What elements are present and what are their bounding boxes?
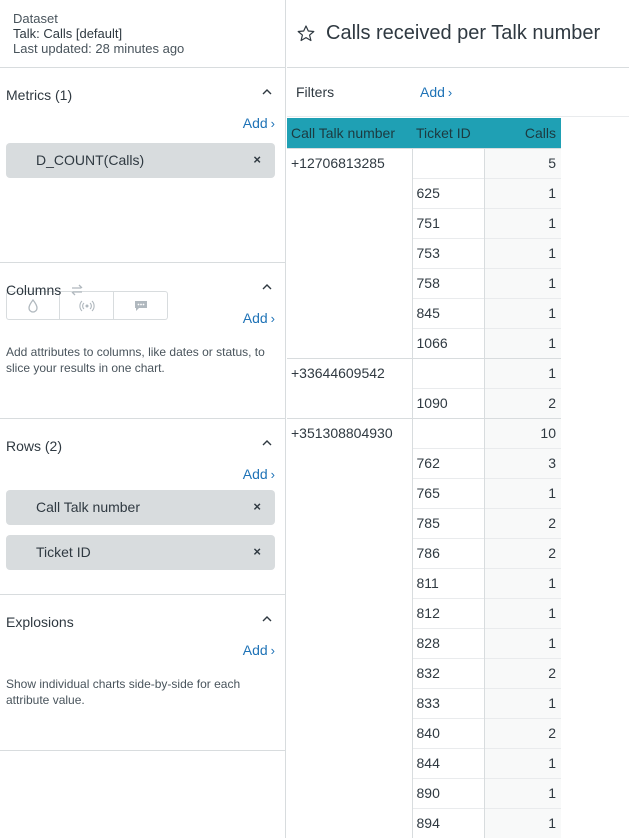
dataset-updated: Last updated: 28 minutes ago (13, 41, 185, 56)
table-row (287, 328, 561, 358)
rows-title: Rows (2) (6, 438, 63, 454)
row-number-cell (287, 718, 412, 748)
metric-pill-label: D_COUNT(Calls) (36, 152, 145, 168)
column-header-ticket-id[interactable]: Ticket ID (412, 118, 484, 148)
table-row (287, 538, 561, 568)
chevron-right-icon: › (270, 643, 275, 658)
row-calls-cell: 1 (484, 358, 561, 388)
table-row (287, 808, 561, 838)
table-row (287, 748, 561, 778)
row-calls-cell: 1 (484, 298, 561, 328)
table-row (287, 478, 561, 508)
row-calls-cell: 2 (484, 388, 561, 418)
table-row (287, 298, 561, 328)
columns-section (0, 263, 285, 419)
filters-bar (287, 68, 629, 117)
row-calls-cell: 3 (484, 448, 561, 478)
table-row (287, 208, 561, 238)
row-ticket-cell: 758 (412, 268, 484, 298)
dataset-info (0, 0, 285, 68)
row-ticket-cell: 894 (412, 808, 484, 838)
explosions-hint: Show individual charts side-by-side for each attribute value. (6, 677, 241, 707)
row-calls-cell: 1 (484, 568, 561, 598)
row-calls-cell: 1 (484, 328, 561, 358)
row-number-cell (287, 448, 412, 478)
table-row (287, 388, 561, 418)
explosions-add-label: Add (242, 642, 268, 658)
row-ticket-cell: 840 (412, 718, 484, 748)
remove-icon[interactable]: × (253, 499, 261, 514)
table-row (287, 178, 561, 208)
row-calls-cell: 1 (484, 238, 561, 268)
row-number-cell (287, 508, 412, 538)
table-row (287, 628, 561, 658)
chevron-up-icon[interactable] (261, 437, 273, 449)
table-body (287, 148, 561, 838)
table-row (287, 598, 561, 628)
columns-title-label: Columns (6, 282, 62, 298)
table-row (287, 238, 561, 268)
chevron-right-icon: › (270, 467, 275, 482)
row-number-cell (287, 178, 412, 208)
row-ticket-cell: 765 (412, 478, 484, 508)
row-ticket-cell: 832 (412, 658, 484, 688)
table-row (287, 688, 561, 718)
row-calls-cell: 1 (484, 748, 561, 778)
metrics-section (0, 68, 285, 263)
row-number-cell: +12706813285 (287, 148, 412, 178)
row-number-cell (287, 208, 412, 238)
row-calls-cell: 2 (484, 718, 561, 748)
row-ticket-cell: 751 (412, 208, 484, 238)
row-number-cell (287, 808, 412, 838)
table-row (287, 448, 561, 478)
row-calls-cell: 1 (484, 268, 561, 298)
table-row (287, 418, 561, 448)
row-calls-cell: 1 (484, 178, 561, 208)
rows-section (0, 419, 285, 595)
dataset-label: Dataset (13, 11, 58, 26)
row-calls-cell: 1 (484, 208, 561, 238)
row-pill-ticket-id[interactable] (6, 535, 275, 570)
star-icon[interactable] (297, 25, 315, 47)
row-number-cell (287, 658, 412, 688)
row-number-cell (287, 388, 412, 418)
row-calls-cell: 1 (484, 778, 561, 808)
row-calls-cell: 10 (484, 418, 561, 448)
row-calls-cell: 2 (484, 538, 561, 568)
row-number-cell: +351308804930 (287, 418, 412, 448)
metrics-add-label: Add (242, 115, 268, 131)
chevron-up-icon[interactable] (261, 613, 273, 625)
row-ticket-cell (412, 358, 484, 388)
dataset-name[interactable]: Talk: Calls [default] (13, 26, 123, 41)
chevron-right-icon: › (270, 116, 275, 131)
row-number-cell (287, 598, 412, 628)
row-number-cell (287, 568, 412, 598)
filters-add-label: Add (420, 84, 445, 100)
row-ticket-cell: 845 (412, 298, 484, 328)
table-row (287, 508, 561, 538)
row-ticket-cell: 625 (412, 178, 484, 208)
rows-add-button[interactable] (243, 466, 275, 482)
explosions-section (0, 595, 285, 751)
row-number-cell (287, 688, 412, 718)
row-ticket-cell: 890 (412, 778, 484, 808)
row-number-cell: +33644609542 (287, 358, 412, 388)
report-scroll-area[interactable] (287, 0, 629, 838)
remove-icon[interactable]: × (253, 544, 261, 559)
row-calls-cell: 1 (484, 598, 561, 628)
remove-icon[interactable]: × (253, 152, 261, 167)
row-ticket-cell: 844 (412, 748, 484, 778)
table-row (287, 568, 561, 598)
explosions-add-button[interactable] (243, 642, 275, 658)
explosions-title: Explosions (6, 614, 74, 630)
row-pill-call-talk-number[interactable] (6, 490, 275, 525)
chevron-up-icon[interactable] (261, 86, 273, 98)
row-pill-label: Call Talk number (36, 499, 141, 515)
chevron-up-icon[interactable] (261, 281, 273, 293)
row-calls-cell: 1 (484, 688, 561, 718)
row-calls-cell: 1 (484, 628, 561, 658)
columns-hint: Add attributes to columns, like dates or status, to slice your results in one chart. (6, 345, 265, 375)
row-ticket-cell (412, 418, 484, 448)
filters-label: Filters (296, 84, 335, 100)
report-panel (287, 0, 629, 838)
chevron-right-icon: › (270, 311, 275, 326)
row-calls-cell: 5 (484, 148, 561, 178)
table-row (287, 658, 561, 688)
row-number-cell (287, 538, 412, 568)
table-row (287, 268, 561, 298)
table-row (287, 148, 561, 178)
table-row (287, 358, 561, 388)
row-number-cell (287, 238, 412, 268)
rows-add-label: Add (242, 466, 268, 482)
table-row (287, 778, 561, 808)
query-builder-panel (0, 0, 286, 838)
metric-pill[interactable] (6, 143, 275, 178)
row-number-cell (287, 628, 412, 658)
row-ticket-cell: 1066 (412, 328, 484, 358)
results-table (287, 118, 561, 838)
metrics-title: Metrics (1) (6, 87, 73, 103)
row-ticket-cell: 785 (412, 508, 484, 538)
metrics-add-button[interactable] (243, 115, 275, 131)
table-row (287, 718, 561, 748)
columns-add-button[interactable] (243, 310, 275, 326)
row-pill-label: Ticket ID (36, 544, 91, 560)
chevron-right-icon: › (447, 85, 453, 100)
columns-add-label: Add (242, 310, 268, 326)
column-header-call-talk-number[interactable]: Call Talk number (287, 118, 412, 148)
row-number-cell (287, 478, 412, 508)
row-calls-cell: 2 (484, 508, 561, 538)
report-header (287, 0, 629, 68)
row-calls-cell: 1 (484, 808, 561, 838)
row-ticket-cell: 812 (412, 598, 484, 628)
row-ticket-cell: 762 (412, 448, 484, 478)
row-calls-cell: 2 (484, 658, 561, 688)
row-ticket-cell: 753 (412, 238, 484, 268)
row-ticket-cell: 1090 (412, 388, 484, 418)
row-calls-cell: 1 (484, 478, 561, 508)
row-ticket-cell: 828 (412, 628, 484, 658)
table-header-row (287, 118, 561, 148)
filters-add-button[interactable] (420, 84, 452, 100)
row-number-cell (287, 748, 412, 778)
column-header-calls[interactable]: Calls (484, 118, 561, 148)
row-number-cell (287, 778, 412, 808)
swap-icon[interactable] (69, 283, 85, 300)
report-title[interactable]: Calls received per Talk number (326, 22, 601, 44)
row-number-cell (287, 298, 412, 328)
row-ticket-cell: 786 (412, 538, 484, 568)
row-ticket-cell: 811 (412, 568, 484, 598)
row-ticket-cell: 833 (412, 688, 484, 718)
row-number-cell (287, 328, 412, 358)
row-ticket-cell (412, 148, 484, 178)
columns-title (6, 282, 85, 300)
row-number-cell (287, 268, 412, 298)
